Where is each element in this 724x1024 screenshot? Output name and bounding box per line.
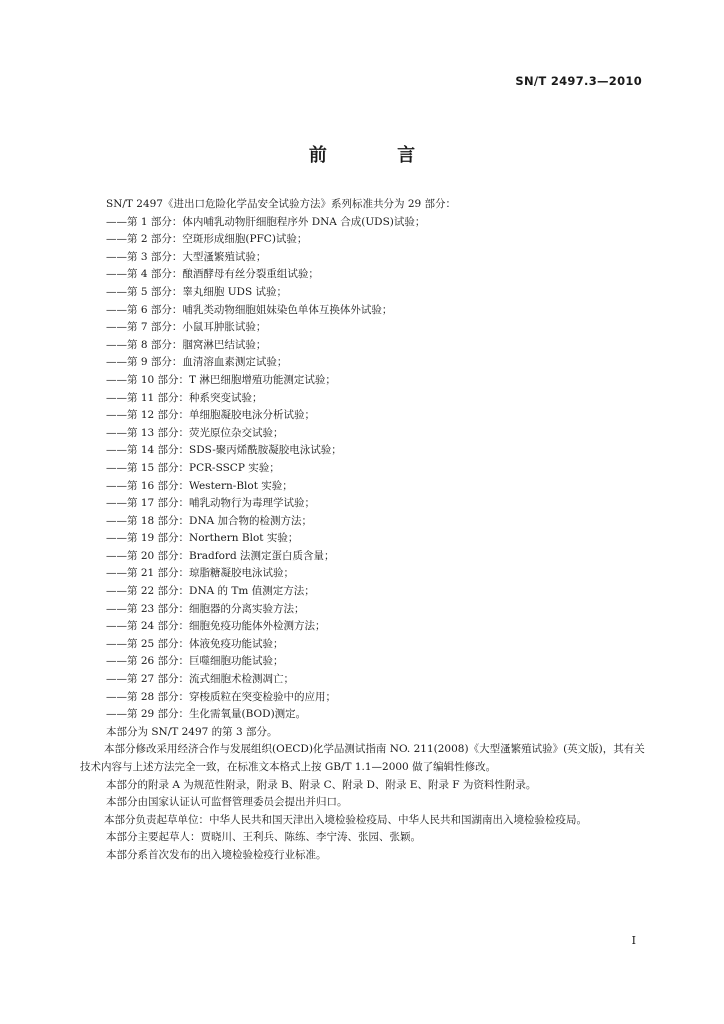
list-item: ——第 6 部分：哺乳类动物细胞姐妹染色单体互换体外试验； [106, 303, 393, 316]
list-item: ——第 22 部分：DNA 的 Tm 值测定方法； [106, 585, 315, 598]
list-item: ——第 29 部分：生化需氧量(BOD)测定。 [106, 708, 307, 721]
list-item: ——第 9 部分：血清溶血素测定试验； [106, 356, 288, 369]
list-item: ——第 25 部分：体液免疫功能试验； [106, 637, 284, 650]
list-item: ——第 19 部分：Northern Blot 实验； [106, 532, 299, 545]
standard-code: SN/T 2497.3—2010 [515, 74, 642, 88]
list-item: ——第 10 部分：T 淋巴细胞增殖功能测定试验； [106, 373, 336, 386]
list-item: ——第 28 部分：穿梭质粒在突变检验中的应用； [106, 690, 337, 703]
list-item: ——第 12 部分：单细胞凝胶电泳分析试验； [106, 409, 316, 422]
list-item: ——第 3 部分：大型溞繁殖试验； [106, 250, 267, 263]
list-item: ——第 17 部分：哺乳动物行为毒理学试验； [106, 497, 316, 510]
paragraph: 本部分的附录 A 为规范性附录，附录 B、附录 C、附录 D、附录 E、附录 F 为资料性附录。 [106, 778, 537, 791]
list-item: ——第 2 部分：空斑形成细胞(PFC)试验； [106, 233, 308, 246]
list-item: ——第 16 部分：Western-Blot 实验； [106, 479, 293, 492]
section-title: 前 言 [308, 145, 448, 166]
paragraph: 本部分为 SN/T 2497 的第 3 部分。 [106, 725, 278, 738]
paragraph: 本部分由国家认证认可监督管理委员会提出并归口。 [106, 796, 348, 809]
list-item: ——第 13 部分：荧光原位杂交试验； [106, 426, 284, 439]
intro-line: SN/T 2497《进出口危险化学品安全试验方法》系列标准共分为 29 部分： [106, 198, 457, 210]
list-item: ——第 1 部分：体内哺乳动物肝细胞程序外 DNA 合成(UDS)试验； [106, 215, 426, 228]
list-item: ——第 14 部分：SDS-聚丙烯酰胺凝胶电泳试验； [106, 444, 342, 457]
parts-list [82, 214, 648, 724]
list-item: ——第 20 部分：Bradford 法测定蛋白质含量； [106, 549, 335, 562]
list-item: ——第 18 部分：DNA 加合物的检测方法； [106, 514, 313, 527]
paragraph: 本部分主要起草人：贾晓川、王利兵、陈练、李宁涛、张园、张颖。 [106, 831, 421, 844]
page-number: I [631, 934, 636, 947]
list-item: ——第 26 部分：巨噬细胞功能试验； [106, 655, 284, 668]
list-item: ——第 27 部分：流式细胞术检测凋亡； [106, 673, 295, 686]
paragraph: 本部分负责起草单位：中华人民共和国天津出入境检验检疫局、中华人民共和国湖南出入境检验检疫局。 [104, 813, 587, 826]
list-item: ——第 15 部分：PCR-SSCP 实验； [106, 461, 280, 474]
list-item: ——第 7 部分：小鼠耳肿胀试验； [106, 321, 267, 334]
closing-paragraphs [82, 724, 648, 865]
list-item: ——第 23 部分：细胞器的分离实验方法； [106, 602, 305, 615]
list-item: ——第 21 部分：琼脂糖凝胶电泳试验； [106, 567, 295, 580]
list-item: ——第 8 部分：腘窝淋巴结试验； [106, 338, 267, 351]
list-item: ——第 11 部分：种系突变试验； [106, 391, 263, 404]
list-item: ——第 4 部分：酿酒酵母有丝分裂重组试验； [106, 268, 319, 281]
paragraph: 本部分修改采用经济合作与发展组织(OECD)化学品测试指南 NO. 211(2008)《大型溞繁殖试验》(英文版)，其有关技术内容与上述方法完全一致，在标准文本格式上按 GB/T 1.1—2000 做了编辑性修改。 [80, 743, 645, 773]
list-item: ——第 24 部分：细胞免疫功能体外检测方法； [106, 620, 326, 633]
paragraph: 本部分系首次发布的出入境检验检疫行业标准。 [106, 848, 327, 861]
list-item: ——第 5 部分：睾丸细胞 UDS 试验； [106, 285, 287, 298]
foreword-body [82, 196, 648, 865]
